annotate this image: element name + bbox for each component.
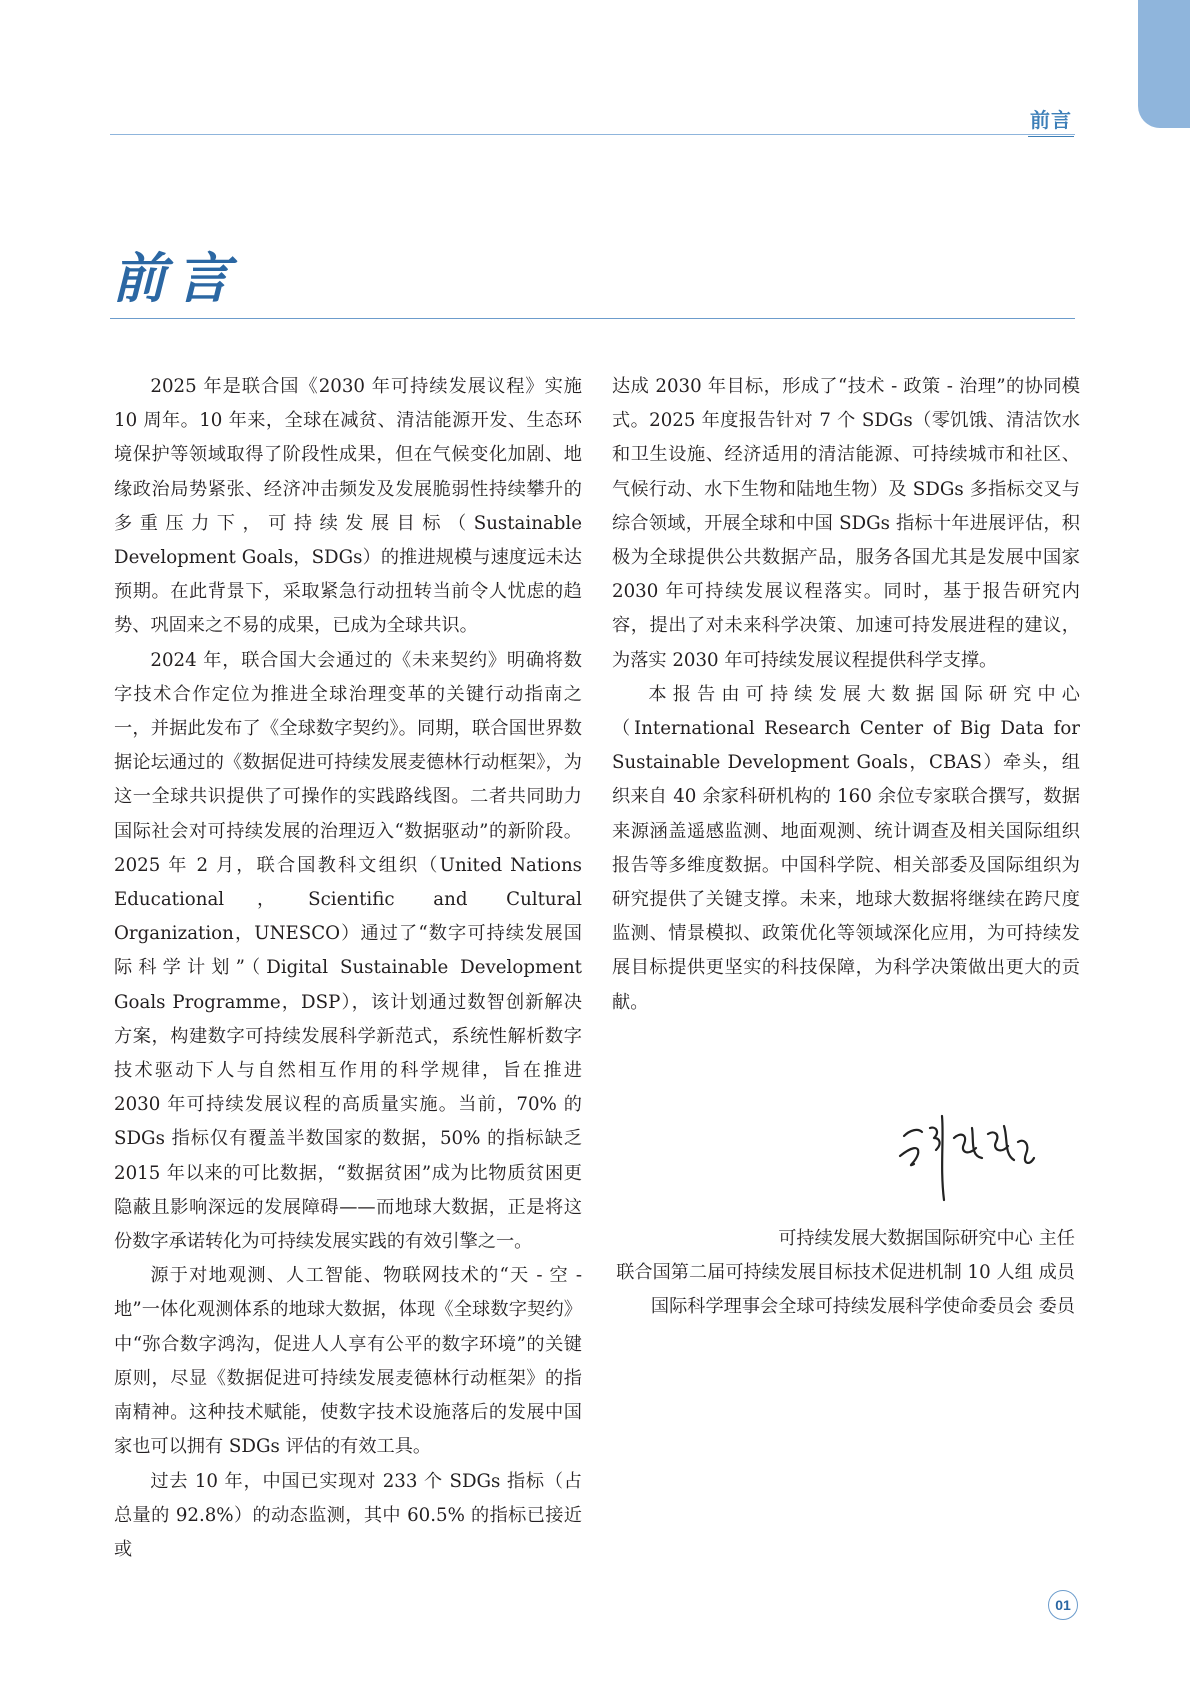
title-divider — [110, 318, 1075, 319]
paragraph: 2024 年，联合国大会通过的《未来契约》明确将数字技术合作定位为推进全球治理变革的关键行动指南之一，并据此发布了《全球数字契约》。同期，联合国世界数据论坛通过的《数据促进可持续发展麦德林行动框架》，为这一全球共识提供了可操作的实践路线图。二者共同助力国际社会对可持续发展的治理迈入“数据驱动”的新阶段。2025 年 2 月，联合国教科文组织（United Nations Educational，Scientific and Cultural Organization，UNESCO）通过了“数字可持续发展国际科学计划”（Digital Sustainable Development Goals Programme，DSP），该计划通过数智创新解决方案，构建数字可持续发展科学新范式，系统性解析数字技术驱动下人与自然相互作用的科学规律，旨在推进 2030 年可持续发展议程的高质量实施。当前，70% 的 SDGs 指标仅有覆盖半数国家的数据，50% 的指标缺乏 2015 年以来的可比数据，“数据贫困”成为比物质贫困更隐蔽且影响深远的发展障碍——而地球大数据，正是将这份数字承诺转化为可持续发展实践的有效引擎之一。 — [114, 649, 582, 1253]
right-column — [612, 370, 1080, 1020]
paragraph: 源于对地观测、人工智能、物联网技术的“天 - 空 - 地”一体化观测体系的地球大数据，体现《全球数字契约》中“弥合数字鸿沟，促进人人享有公平的数字环境”的关键原则，尽显《数据促进可持续发展麦德林行动框架》的指南精神。这种技术赋能，使数字技术设施落后的发展中国家也可以拥有 SDGs 评估的有效工具。 — [114, 1265, 582, 1458]
paragraph: 本报告由可持续发展大数据国际研究中心（International Research Center of Big Data for Sustainable Development Goals，CBAS）牵头，组织来自 40 余家科研机构的 160 余位专家联合撰写，数据来源涵盖遥感监测、地面观测、统计调查及相关国际组织报告等多维度数据。中国科学院、相关部委及国际组织为研究提供了关键支撑。未来，地球大数据将继续在跨尺度监测、情景模拟、政策优化等领域深化应用，为可持续发展目标提供更坚实的科技保障，为科学决策做出更大的贡献。 — [612, 683, 1080, 1013]
paragraph: 过去 10 年，中国已实现对 233 个 SDGs 指标（占总量的 92.8%）的动态监测，其中 60.5% 的指标已接近或 — [114, 1470, 582, 1560]
paragraph: 2025 年是联合国《2030 年可持续发展议程》实施 10 周年。10 年来，全球在减贫、清洁能源开发、生态环境保护等领域取得了阶段性成果，但在气候变化加剧、地缘政治局势紧张、经济冲击频发及发展脆弱性持续攀升的多重压力下，可持续发展目标（Sustainable Development Goals，SDGs）的推进规模与速度远未达预期。在此背景下，采取紧急行动扭转当前令人忧虑的趋势、巩固来之不易的成果，已成为全球共识。 — [114, 376, 582, 637]
signatory-title: 可持续发展大数据国际研究中心 主任 — [778, 1228, 1075, 1249]
left-column — [114, 370, 582, 1567]
page-title: 前言 — [112, 246, 240, 310]
running-header: 前言 — [1028, 104, 1074, 137]
signatory-title: 国际科学理事会全球可持续发展科学使命委员会 委员 — [650, 1296, 1075, 1317]
signatory-title: 联合国第二届可持续发展目标技术促进机制 10 人组 成员 — [616, 1262, 1075, 1283]
header-divider — [110, 134, 1075, 135]
corner-tab — [1138, 0, 1190, 128]
signatory-block — [616, 1222, 1075, 1324]
paragraph: 达成 2030 年目标，形成了“技术 - 政策 - 治理”的协同模式。2025 年度报告针对 7 个 SDGs（零饥饿、清洁饮水和卫生设施、经济适用的清洁能源、可持续城市和社区、气候行动、水下生物和陆地生物）及 SDGs 多指标交叉与综合领域，开展全球和中国 SDGs 指标十年进展评估，积极为全球提供公共数据产品，服务各国尤其是发展中国家 2030 年可持续发展议程落实。同时，基于报告研究内容，提出了对未来科学决策、加速可持发展进程的建议，为落实 2030 年可持续发展议程提供科学支撑。 — [612, 376, 1080, 671]
handwritten-signature — [896, 1098, 1046, 1208]
page-number: 01 — [1048, 1590, 1078, 1620]
